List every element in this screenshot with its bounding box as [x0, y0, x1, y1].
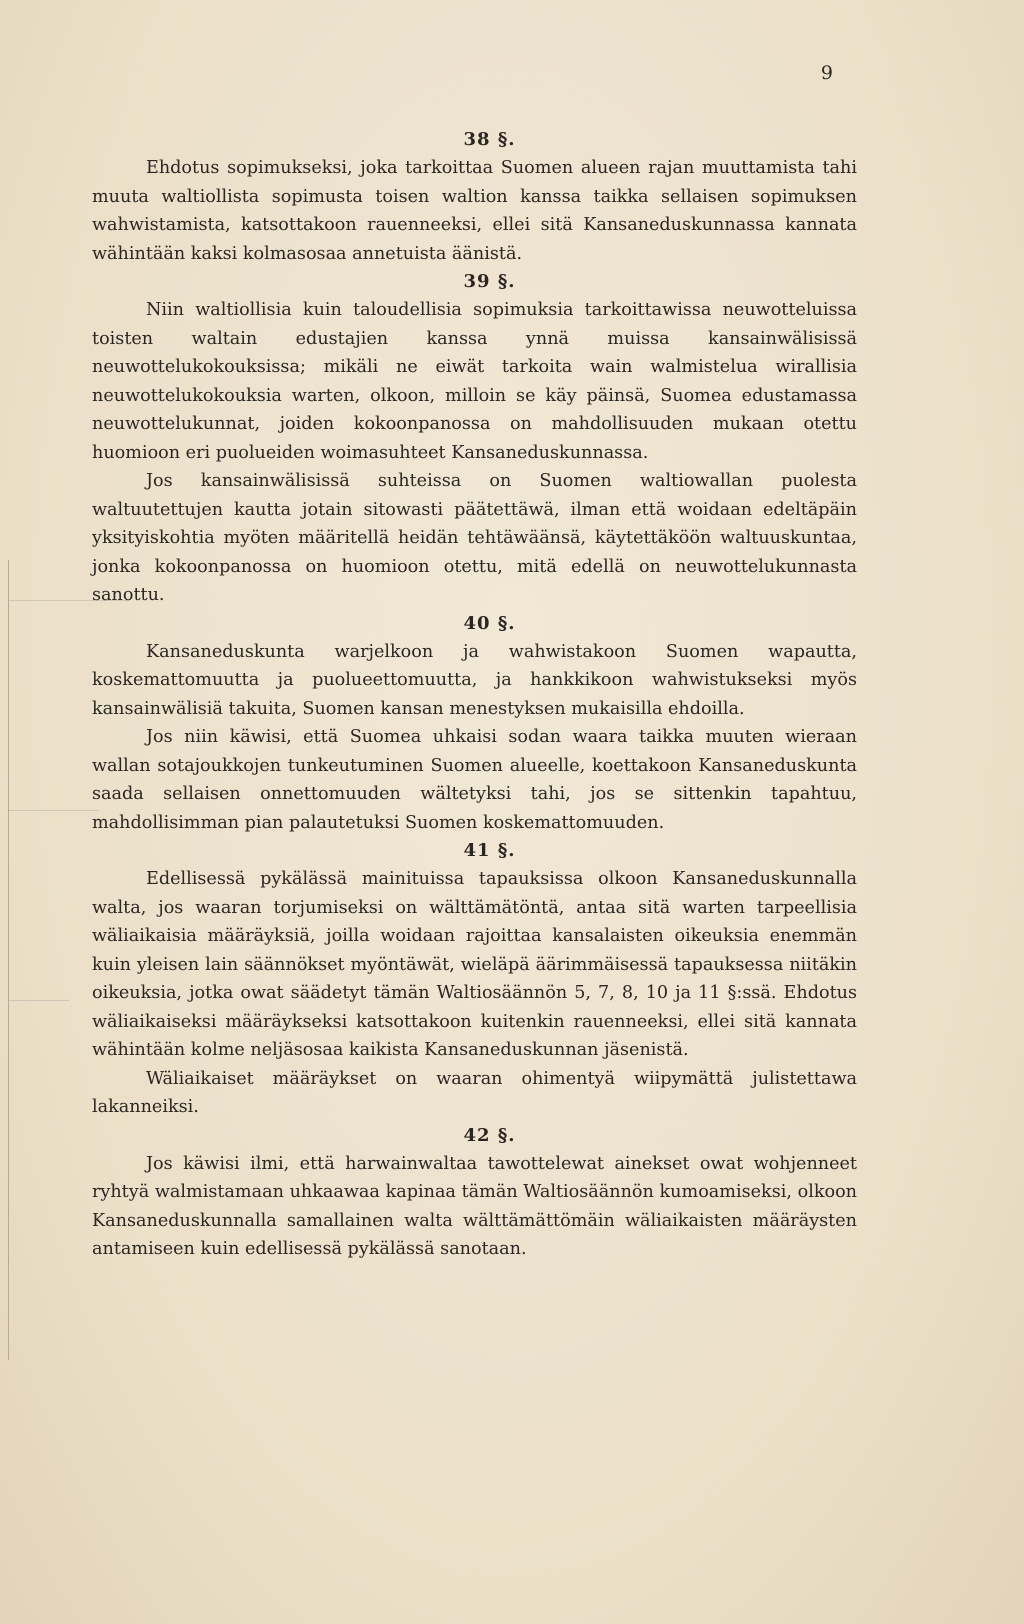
section-38 [92, 126, 857, 268]
section-heading: 40 §. [463, 612, 516, 634]
paragraph: Jos käwisi ilmi, että harwainwaltaa tawottelewat ainekset owat wohjenneet ryhtyä walmistamaan uhkaawaa kapinaa tämän Waltiosäännön kumoamiseksi, olkoon Kansaneduskunnalla samallainen walta wälttämättömäin wäliaikaisten määräysten antamiseen kuin edellisessä pykälässä sanotaan. [92, 1153, 857, 1259]
binding-thread [9, 810, 99, 811]
document-body [92, 126, 857, 1264]
section-heading: 38 §. [463, 129, 516, 150]
section-41 [92, 837, 857, 1122]
paragraph: Jos niin käwisi, että Suomea uhkaisi sodan waara taikka muuten wieraan wallan sotajoukkojen tunkeutuminen Suomen alueelle, koettakoon Kansaneduskunta saada sellaisen onnettomuuden wältetyksi tahi, jos se sittenkin tapahtuu, mahdollisimman pian palautetuksi Suomen koskemattomuuden. [92, 727, 857, 833]
paragraph: Niin waltiollisia kuin taloudellisia sopimuksia tarkoittawissa neuwotteluissa toisten waltain edustajien kanssa ynnä muissa kansainwälisissä neuwottelukokouksissa; mikäli ne eiwät tarkoita wain walmistelua wirallisia neuwottelukokouksia warten, olkoon, milloin se käy päinsä, Suomea edustamassa neuwottelukunnat, joiden kokoonpanossa on mahdollisuuden mukaan otettu huomioon eri puolueiden woimasuhteet Kansaneduskunnassa. [92, 300, 857, 463]
paragraph: Edellisessä pykälässä mainituissa tapauksissa olkoon Kansaneduskunnalla walta, jos waaran torjumiseksi on wälttämätöntä, antaa sitä warten tarpeellisia wäliaikaisia määräyksiä, joilla woidaan rajoittaa kansalaisten oikeuksia enemmän kuin yleisen lain säännökset myöntäwät, wieläpä äärimmäisessä tapauksessa niitäkin oikeuksia, jotka owat säädetyt tämän Waltiosäännön 5, 7, 8, 10 ja 11 §:ssä. Ehdotus wäliaikaiseksi määräykseksi katsottakoon kuitenkin rauenneeksi, ellei sitä kannata wähintään kolme neljäsosaa kaikista Kansaneduskunnan jäsenistä. [92, 869, 857, 1060]
section-heading: 39 §. [463, 271, 516, 292]
section-heading: 41 §. [463, 840, 516, 861]
section-40 [92, 610, 857, 838]
section-heading: 42 §. [463, 1124, 516, 1146]
section-42 [92, 1122, 857, 1264]
section-39 [92, 268, 857, 610]
page-number: 9 [820, 62, 834, 84]
paragraph: Kansaneduskunta warjelkoon ja wahwistakoon Suomen wapautta, koskemattomuutta ja puolueettomuutta, ja hankkikoon wahwistukseksi myös kansainwälisiä takuita, Suomen kansan menestyksen mukaisilla ehdoilla. [92, 641, 857, 719]
paragraph: Wäliaikaiset määräykset on waaran ohimentyä wiipymättä julistettawa lakanneiksi. [92, 1068, 857, 1117]
binding-edge [8, 560, 43, 1360]
paragraph: Ehdotus sopimukseksi, joka tarkoittaa Suomen alueen rajan muuttamista tahi muuta waltiollista sopimusta toisen waltion kanssa taikka sellaisen sopimuksen wahwistamista, katsottakoon rauenneeksi, ellei sitä Kansaneduskunnassa kannata wähintään kaksi kolmasosaa annetuista äänistä. [92, 158, 857, 264]
binding-thread [9, 1000, 69, 1001]
paragraph: Jos kansainwälisissä suhteissa on Suomen waltiowallan puolesta waltuutettujen kautta jotain sitowasti päätettäwä, ilman että woidaan edeltäpäin yksityiskohtia myöten määritellä heidän tehtäwäänsä, käytettäköön waltuuskuntaa, jonka kokoonpanossa on huomioon otettu, mitä edellä on neuwottelukunnasta sanottu. [92, 471, 857, 605]
